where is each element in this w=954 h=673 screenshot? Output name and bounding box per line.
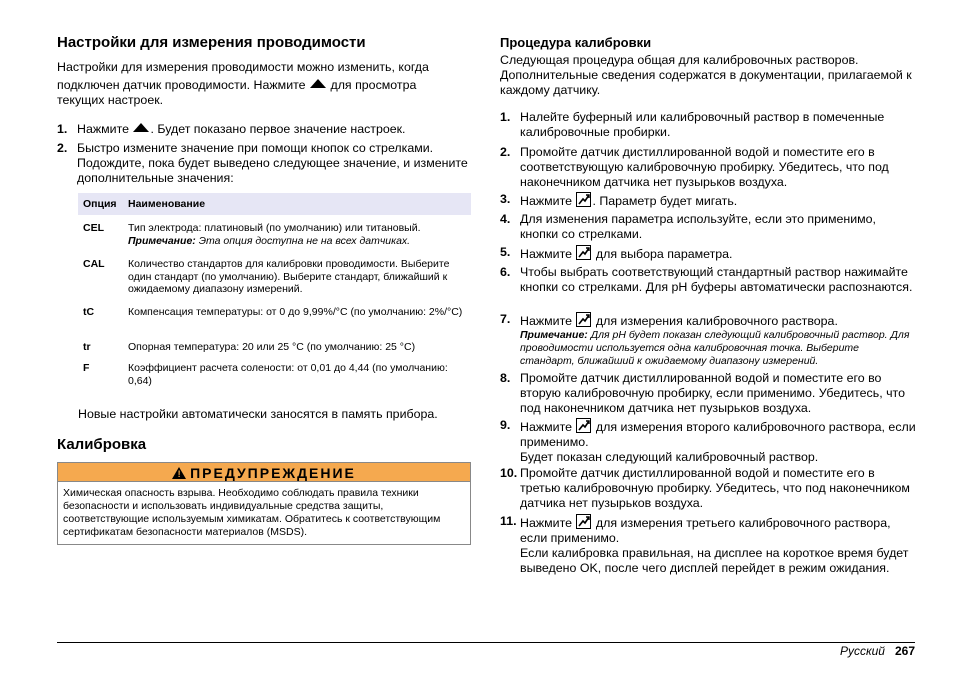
options-table — [78, 193, 471, 390]
conductivity-intro: Настройки для измерения проводимости можно изменить, когда подключен датчик проводимости. Нажмите для просмотра текущих настроек. — [57, 60, 429, 107]
list-item: 1. Нажмите . Будет показано первое значение настроек. — [57, 122, 406, 136]
up-arrow-icon — [133, 123, 149, 132]
table-row: tr Опорная температура: 20 или 25 °C (по умолчанию: 25 °C) — [83, 341, 416, 353]
table-row: CEL Тип электрода: платиновый (по умолчанию) или титановый. Примечание: Эта опция доступна не на всех датчиках. — [83, 222, 421, 247]
table-row: F Коэффициент расчета солености: от 0,01 до 4,44 (по умолчанию: 0,64) — [83, 362, 448, 387]
page-footer — [840, 644, 915, 658]
list-item: 1. Налейте буферный или калибровочный раствор в помеченные калибровочные пробирки. — [500, 110, 885, 139]
warning-header: ! ПРЕДУПРЕЖДЕНИЕ — [57, 462, 471, 482]
procedure-intro: Следующая процедура общая для калибровочных растворов. Дополнительные сведения содержатся в документации, прилагаемой к каждому датчику. — [500, 53, 912, 97]
calibrate-icon — [576, 312, 591, 327]
footer-language: Русский — [839, 644, 885, 658]
calibrate-icon — [576, 192, 591, 207]
calibrate-icon — [576, 418, 591, 433]
list-item: 5. Нажмите для выбора параметра. — [500, 245, 733, 261]
section-heading-calibration: Калибровка — [57, 436, 147, 453]
footer-divider — [57, 642, 915, 643]
table-row: CAL Количество стандартов для калибровки проводимости. Выберите один стандарт (по умолчанию). Выберите стандарт, ближайший к ожидаемому диапазону измерений. — [83, 258, 450, 295]
warning-body: Химическая опасность взрыва. Необходимо соблюдать правила техники безопасности и использовать индивидуальные средства защиты, соответствующие используемым химикатам. Обратитесь к соответствующим сертификатам безопасности материалов (MSDS). — [57, 482, 471, 545]
calibrate-icon — [576, 514, 591, 529]
list-item: 2. Промойте датчик дистиллированной водой и поместите его в соответствующую калибровочную пробирку. Убедитесь, что под наконечником датчика нет пузырьков воздуха. — [500, 145, 889, 189]
table-row: tC Компенсация температуры: от 0 до 9,99%/°C (по умолчанию: 2%/°C) — [83, 306, 463, 318]
list-item: 10. Промойте датчик дистиллированной водой и поместите его в третью калибровочную пробирку. Убедитесь, что под наконечником датчика нет пузырьков воздуха. — [500, 466, 910, 510]
section-heading-procedure: Процедура калибровки — [500, 35, 652, 50]
list-item: 8. Промойте датчик дистиллированной водой и поместите его во вторую калибровочную пробирку, если применимо. Убедитесь, что под наконечником датчика нет пузырьков воздуха. — [500, 371, 905, 415]
page-number: 267 — [894, 644, 915, 658]
section-heading-conductivity: Настройки для измерения проводимости — [57, 34, 366, 51]
list-item: 3. Нажмите . Параметр будет мигать. — [500, 192, 738, 208]
up-arrow-icon — [310, 79, 326, 88]
warning-icon: ! — [172, 467, 186, 479]
list-item: 6. Чтобы выбрать соответствующий стандартный раствор нажимайте кнопки со стрелками. Для pH буферы автоматически распознаются. — [500, 265, 913, 294]
list-item: 4. Для изменения параметра используйте, если это применимо, кнопки со стрелками. — [500, 212, 876, 241]
list-item: 7. Нажмите для измерения калибровочного раствора. Примечание: Для pH будет показан следующий калибровочный раствор. Для проводимости используется одна калибровочная точка. Выберите стандарт, ближайший к ожидаемому диапазону измерений. — [500, 312, 910, 367]
list-item: 9. Нажмите для измерения второго калибровочного раствора, если применимо. Будет показан следующий калибровочный раствор. — [500, 418, 916, 464]
list-item: 2. Быстро измените значение при помощи кнопок со стрелками. Подождите, пока будет выведено следующее значение, и измените дополнительные значения: — [57, 141, 468, 185]
auto-save-note: Новые настройки автоматически заносятся в память прибора. — [78, 407, 438, 421]
list-item: 11. Нажмите для измерения третьего калибровочного раствора, если применимо. Если калибровка правильная, на дисплее на короткое время будет выведено OK, после чего дисплей перейдет в режим ожидания. — [500, 514, 909, 575]
table-header-row: Опция Наименование — [78, 193, 471, 215]
calibrate-icon — [576, 245, 591, 260]
